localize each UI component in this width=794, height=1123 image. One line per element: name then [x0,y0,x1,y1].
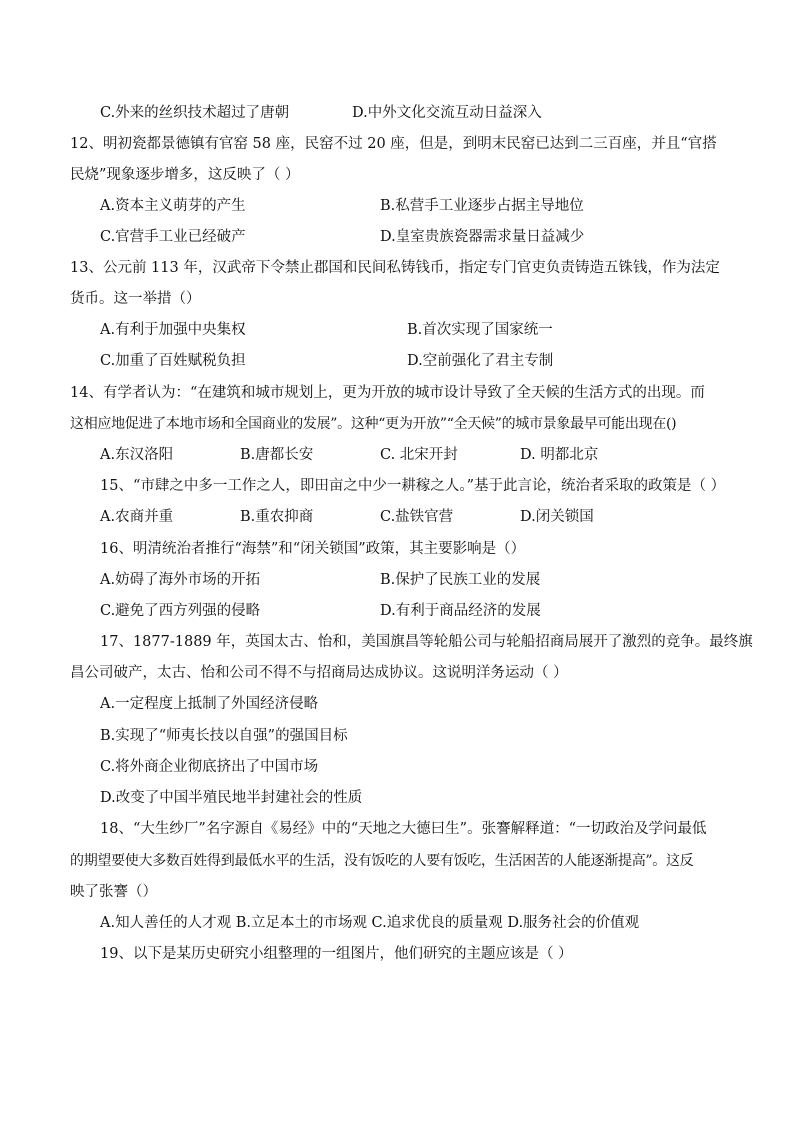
q13-stem-line1: 13、公元前 113 年，汉武帝下令禁止郡国和民间私铸钱币，指定专门官吏负责铸造五铢钱，作为法定 [70,260,720,276]
q12-option-b: B.私营手工业逐步占据主导地位 [380,198,584,214]
q14-option-d: D. 明都北京 [520,447,599,463]
q16-option-c: C.避免了西方列强的侵略 [100,603,261,619]
q17-stem-line1: 17、1877-1889 年，英国太古、怡和，美国旗昌等轮船公司与轮船招商局展开了激烈的竞争。最终旗 [100,634,753,650]
q13-option-c: C.加重了百姓赋税负担 [100,353,246,369]
q12-option-c: C.官营手工业已经破产 [100,229,246,245]
q13-option-b: B.首次实现了国家统一 [407,322,553,338]
q17-option-b: B.实现了“师夷长技以自强”的强国目标 [100,728,348,744]
q16-stem-line1: 16、明清统治者推行“海禁”和“闭关锁国”政策，其主要影响是（） [100,541,526,557]
q15-option-c: C.盐铁官营 [380,509,454,525]
q14-option-a: A.东汉洛阳 [100,447,174,463]
q12-option-a: A.资本主义萌芽的产生 [100,198,246,214]
q14-option-c: C. 北宋开封 [380,447,458,463]
q17-option-a: A.一定程度上抵制了外国经济侵略 [100,696,319,712]
q17-option-c: C.将外商企业彻底挤出了中国市场 [100,759,319,775]
q12-stem-line1: 12、明初瓷都景德镇有官窑 58 座，民窑不过 20 座，但是，到明末民窑已达到二三百座，并且“官搭 [70,136,717,152]
q11-option-d: D.中外文化交流互动日益深入 [352,105,542,121]
q15-option-d: D.闭关锁国 [520,509,594,525]
q15-stem-line1: 15、“市肆之中多一工作之人，即田亩之中少一耕稼之人。”基于此言论，统治者采取的政策是（ ） [100,478,726,494]
q17-option-d: D.改变了中国半殖民地半封建社会的性质 [100,790,363,806]
q18-stem-line3: 映了张謇（） [70,884,157,900]
q16-option-d: D.有利于商品经济的发展 [380,603,541,619]
q14-option-b: B.唐都长安 [240,447,314,463]
q19-stem-line1: 19、以下是某历史研究小组整理的一组图片，他们研究的主题应该是（ ） [100,946,573,962]
q15-option-b: B.重农抑商 [240,509,314,525]
q18-options: A.知人善任的人才观 B.立足本土的市场观 C.追求优良的质量观 D.服务社会的价值观 [100,915,640,931]
q12-option-d: D.皇室贵族瓷器需求量日益减少 [380,229,585,245]
q18-stem-line2: 的期望要使大多数百姓得到最低水平的生活，没有饭吃的人要有饭吃，生活困苦的人能逐渐提高”。这反 [70,853,694,869]
q16-option-b: B.保护了民族工业的发展 [380,572,541,588]
q16-option-a: A.妨碍了海外市场的开拓 [100,572,261,588]
q15-option-a: A.农商并重 [100,509,174,525]
q12-stem-line2: 民烧”现象逐步增多，这反映了（ ） [70,167,300,183]
q11-option-c: C.外来的丝织技术超过了唐朝 [100,105,290,121]
q13-stem-line2: 货币。这一举措（） [70,291,201,307]
q13-option-d: D.空前强化了君主专制 [407,353,554,369]
q14-stem-line1: 14、有学者认为：“在建筑和城市规划上，更为开放的城市设计导致了全天候的生活方式的出现。而 [70,385,705,401]
q14-stem-line2: 这相应地促进了本地市场和全国商业的发展”。这种“更为开放”“全天候”的城市景象最早可能出现在() [70,416,677,432]
q18-stem-line1: 18、“大生纱厂”名字源自《易经》中的“天地之大德曰生”。张謇解释道：“一切政治及学问最低 [100,821,707,837]
q17-stem-line2: 昌公司破产，太古、怡和公司不得不与招商局达成协议。这说明洋务运动（ ） [70,665,568,681]
q13-option-a: A.有利于加强中央集权 [100,322,246,338]
